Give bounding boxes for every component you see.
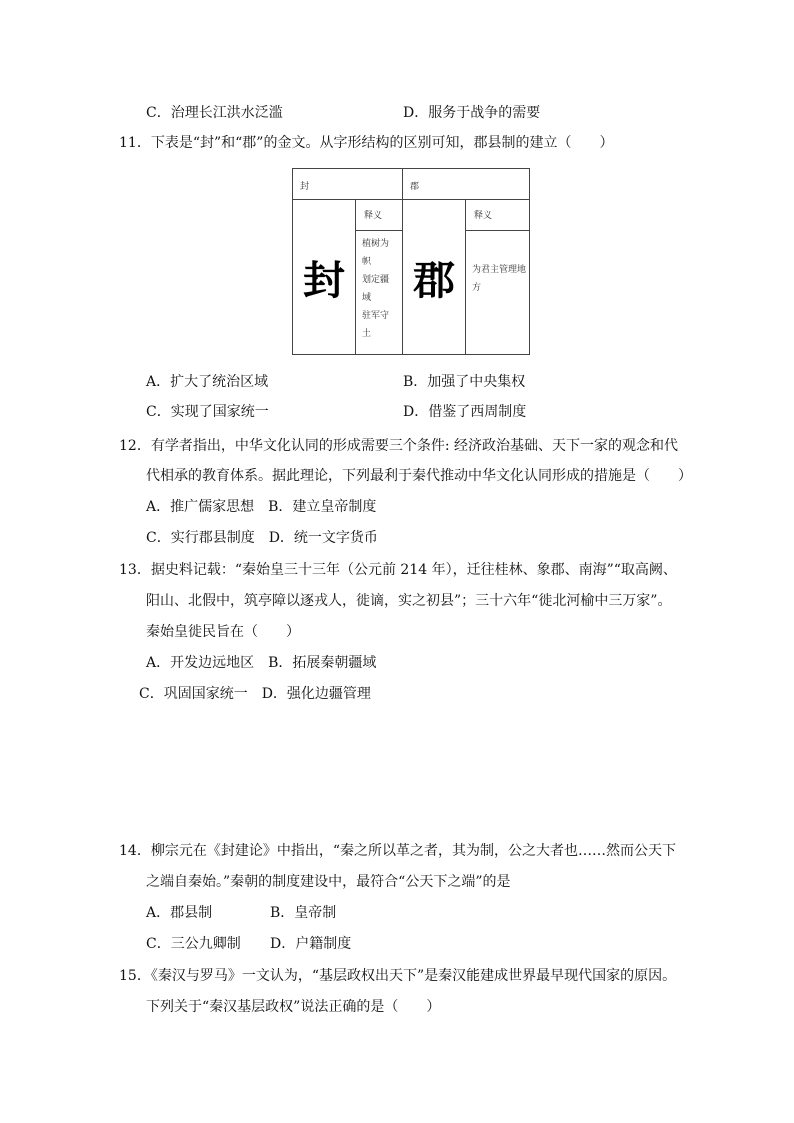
- q11-stem: 11．下表是“封”和“郡”的金文。从字形结构的区别可知，郡县制的建立（ ）: [119, 135, 614, 151]
- feng-gloss-line: 植树为: [362, 239, 390, 249]
- jun-gloss: [466, 231, 530, 355]
- q10-option-c: C．治理长江洪水泛滥: [146, 105, 283, 121]
- q12-options-ab: A．推广儒家思想 B．建立皇帝制度: [146, 499, 377, 515]
- feng-gloss-line: 划定疆: [362, 275, 390, 285]
- feng-gloss-line: 土: [362, 329, 372, 339]
- q12-stem-line-2: 代相承的教育体系。据此理论，下列最利于秦代推动中华文化认同形成的措施是（ ）: [146, 468, 692, 484]
- feng-gloss-line: 帜: [362, 257, 372, 267]
- q12-options-cd: C．实行郡县制度 D．统一文字货币: [146, 530, 378, 546]
- q14-option-c: C．三公九卿制: [146, 936, 241, 952]
- q10-option-d: D．服务于战争的需要: [403, 105, 541, 121]
- q14-stem-line-2: 之端自秦始。”秦朝的制度建设中，最符合“公天下之端”的是: [146, 874, 511, 890]
- q11-option-a: A．扩大了统治区域: [146, 374, 269, 390]
- q14-option-b: B．皇帝制: [270, 905, 337, 921]
- feng-jinwen-glyph: 封: [303, 256, 345, 304]
- feng-gloss-line: 域: [362, 293, 372, 303]
- jun-jinwen-glyph: 郡: [413, 256, 455, 304]
- feng-header: 封: [293, 169, 403, 200]
- q14-option-a: A．郡县制: [146, 905, 213, 921]
- jun-gloss-line: 方: [472, 283, 482, 293]
- jun-gloss-line: 为君主管理地: [472, 265, 527, 275]
- q13-stem-line-3: 秦始皇徙民旨在（ ）: [146, 624, 300, 640]
- q13-stem-line-2: 阳山、北假中，筑亭障以逐戎人，徙谪，实之初县”；三十六年“徙北河榆中三万家”。: [146, 593, 672, 609]
- q14-stem-line-1: 14．柳宗元在《封建论》中指出，“秦之所以革之者，其为制，公之大者也……然而公天下: [119, 843, 676, 859]
- q14-option-d: D．户籍制度: [270, 936, 352, 952]
- jun-header: 郡: [403, 169, 530, 200]
- jun-glyph-cell: [403, 200, 466, 355]
- feng-gloss: [356, 231, 403, 355]
- jinwen-table: [292, 168, 530, 355]
- feng-glyph-cell: [293, 200, 356, 355]
- q15-stem-line-2: 下列关于“秦汉基层政权”说法正确的是（ ）: [146, 999, 441, 1015]
- q11-option-b: B．加强了中央集权: [403, 374, 526, 390]
- q11-option-c: C．实现了国家统一: [146, 404, 269, 420]
- feng-gloss-line: 驻军守: [362, 311, 390, 321]
- q13-options-cd: C．巩固国家统一 D．强化边疆管理: [139, 686, 371, 702]
- jun-gloss-label: 释义: [466, 200, 530, 231]
- q13-stem-line-1: 13．据史料记载：“秦始皇三十三年（公元前 214 年），迁往桂林、象郡、南海”“取高阙、: [119, 562, 677, 578]
- q11-option-d: D．借鉴了西周制度: [403, 404, 527, 420]
- q15-stem-line-1: 15．《秦汉与罗马》一文认为，“基层政权出天下”是秦汉能建成世界最早现代国家的原因。: [119, 968, 677, 984]
- q12-stem-line-1: 12．有学者指出，中华文化认同的形成需要三个条件: 经济政治基础、天下一家的观念和代: [119, 438, 678, 454]
- q13-options-ab: A．开发边远地区 B．拓展秦朝疆域: [146, 655, 377, 671]
- feng-gloss-label: 释义: [356, 200, 403, 231]
